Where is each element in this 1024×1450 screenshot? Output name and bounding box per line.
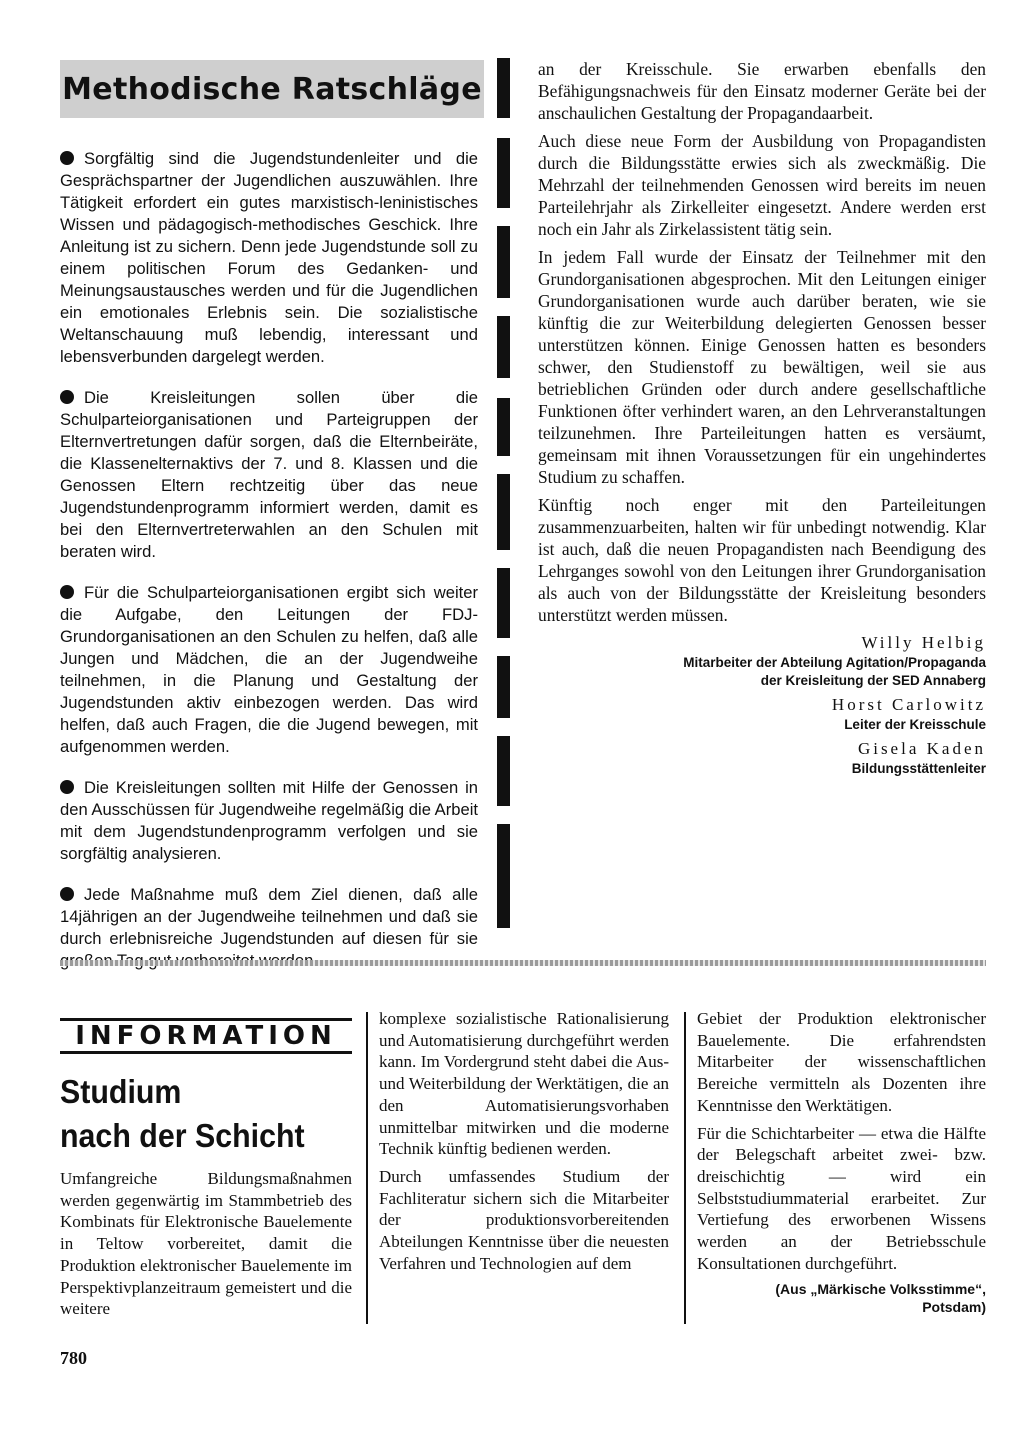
column-rule [366, 1012, 368, 1324]
divider-bar [497, 656, 510, 718]
divider-bar [497, 568, 510, 638]
section-title: Methodische Ratschläge [62, 71, 482, 107]
bullet-icon [60, 780, 74, 794]
divider-bar [497, 58, 510, 118]
article-title [60, 1070, 336, 1158]
signature-block [538, 632, 986, 778]
article-paragraph: an der Kreisschule. Sie erwarben ebenfalls den Befähigungsnachweis für den Einsatz moderner Geräte bei der anschaulichen Gestaltung der Propagandaarbeit. [538, 59, 986, 123]
article-paragraph: Auch diese neue Form der Ausbildung von Propagandisten durch die Bildungsstätte erwies sich als zweckmäßig. Die Mehrzahl der teilnehmenden Genossen wird bereits im neuen Parteilehrjahr als Zirkelleiter eingesetzt. Andere werden erst noch ein Jahr als Zirkelassistent tätig sein. [538, 131, 986, 239]
info-column-1 [60, 1168, 352, 1326]
divider-bar [497, 316, 510, 378]
author-name: Horst Carlowitz [831, 695, 986, 714]
source-note: (Aus „Märkische Volksstimme“, Potsdam) [775, 1281, 986, 1316]
info-paragraph: Durch umfassendes Studium der Fachliteratur sichern sich die Mitarbeiter der produktionsvorbereitenden Abteilungen Kenntnisse über die neuesten Verfahren und Technologien auf dem [379, 1166, 669, 1273]
divider-bar [497, 736, 510, 806]
methodische-paragraph: Die Kreisleitungen sollen über die Schulparteiorganisationen und Parteigruppen der Elternvertretungen dafür sorgen, daß die Elternbeiräte, die Klassenelternaktivs der 7. und 8. Klassen und die Genossen Eltern rechtzeitig über das neue Jugendstundenprogramm informiert werden, damit es bei den Elternvertreterwahlen an den Schulen mit beraten wird. [60, 388, 478, 561]
author-name: Willy Helbig [861, 633, 986, 652]
divider-bar [497, 138, 510, 208]
info-paragraph: komplexe sozialistische Rationalisierung und Automatisierung durchgeführt werden kann. Im Vordergrund steht dabei die Aus- und Weiterbildung der Werktätigen, die an den Automatisierungsvorhaben unmittelbar mitwirken und die moderne Technik künftig bedienen werden. [379, 1009, 669, 1159]
author-name: Gisela Kaden [857, 739, 986, 758]
author-role: Mitarbeiter der Abteilung Agitation/Propaganda [683, 655, 986, 670]
methodische-paragraph: Jede Maßnahme muß dem Ziel dienen, daß alle 14jährigen an der Jugendweihe teilnehmen und daß sie durch erlebnisreiche Jugendstunden auf diesen für sie [60, 885, 478, 948]
bullet-icon [60, 887, 74, 901]
info-column-2 [379, 1008, 669, 1280]
column-rule [684, 1012, 686, 1324]
author-role: Bildungsstättenleiter [851, 761, 986, 776]
bullet-icon [60, 585, 74, 599]
author-role: der Kreisleitung der SED Annaberg [760, 673, 986, 688]
methodische-paragraph: Sorgfältig sind die Jugendstundenleiter und die Gesprächspartner der Jugendlichen auszuwählen. Ihre Tätigkeit erfordert ein gutes marxistisch-leninistisches Wissen und pädagogisch-methodisches Geschick. Ihre Anleitung ist zu sichern. Denn jede Jugendstunde soll zu einem politischen Forum des Gedanken- und Meinungsaustausches werden und für die Jugendlichen ein emotionales Erlebnis sein. Die sozialistische Weltanschauung muß lebendig, interessant und lebensverbunden dargelegt werden. [60, 149, 478, 366]
section-header-box [60, 60, 484, 118]
information-label [60, 1018, 352, 1054]
divider-bar [497, 226, 510, 298]
author-role: Leiter der Kreisschule [844, 717, 986, 732]
info-paragraph: Für die Schichtarbeiter — etwa die Hälfte der Belegschaft arbeitet zwei- bzw. dreischichtig — wird ein Selbststudiummaterial erarbeitet. Zur Vertiefung des erworbenen Wissens werden an der Betriebsschule Konsultationen durchgeführt. [697, 1123, 986, 1273]
column-divider-bars [497, 58, 511, 928]
divider-bar [497, 474, 510, 550]
methodische-column [60, 148, 478, 991]
divider-bar [497, 398, 510, 456]
section-separator [60, 960, 986, 966]
bullet-icon [60, 151, 74, 165]
article-title-line: Studium [60, 1073, 182, 1110]
methodische-paragraph: Die Kreisleitungen sollten mit Hilfe der Genossen in den Ausschüssen für Jugendweihe regelmäßig die Arbeit mit dem Jugendstundenprogramm verfolgen und sie sorgfältig analysieren. [60, 778, 478, 863]
article-title-line: nach der Schicht [60, 1117, 305, 1154]
info-paragraph: Umfangreiche Bildungsmaßnahmen werden gegenwärtig im Stammbetrieb des Kombinats für Elektronische Bauelemente in Teltow vorbereitet, damit die Produktion elektronischer Bauelemente im Perspektivplanzeitraum gemeistert und die weitere [60, 1169, 352, 1319]
right-article-column [538, 58, 986, 778]
info-paragraph: Gebiet der Produktion elektronischer Bauelemente. Die erfahrendsten Mitarbeiter der wissenschaftlichen Bereiche vermitteln als Dozenten ihre Kenntnisse den Werktätigen. [697, 1009, 986, 1115]
article-paragraph: Künftig noch enger mit den Parteileitungen zusammenzuarbeiten, halten wir für unbedingt notwendig. Klar ist auch, daß die neuen Propagandisten nach Beendigung des Lehrganges sowohl von den Leitungen ihrer Grundorganisation als auch von der Bildungsstätte der Kreisleitung besonders unterstützt werden müssen. [538, 495, 986, 625]
article-paragraph: In jedem Fall wurde der Einsatz der Teilnehmer mit den Grundorganisationen abgesprochen. Mit den Leitungen einiger Grundorganisationen wurde auch darüber beraten, wie sie künftig die zur Weiterbildung delegierten Genossen besser unterstützen können. Einige Genossen hatten es besonders schwer, den Studienstoff zu bewältigen, weil sie aus betrieblichen Gründen oder durch andere gesellschaftliche Funktionen öfter verhindert waren, an den Lehrveranstaltungen teilzunehmen. Ihre Parteileitungen hatten es versäumt, gemeinsam mit ihnen Voraussetzungen für ein ungehindertes Studium zu schaffen. [538, 247, 986, 487]
methodische-paragraph: Für die Schulparteiorganisationen ergibt sich weiter die Aufgabe, den Leitungen der FDJ-Grundorganisationen an den Schulen zu helfen, daß alle Jungen und Mädchen, die an der Jugendweihe teilnehmen, in die Planung und Gestaltung der Jugendstunden aktiv einbezogen werden. Das wird helfen, daß auch Fragen, die die Jugend bewegen, mit aufgenommen werden. [60, 583, 478, 756]
divider-bar [497, 824, 510, 928]
information-label-text: INFORMATION [75, 1021, 337, 1051]
bullet-icon [60, 390, 74, 404]
page-number: 780 [60, 1348, 87, 1368]
info-column-3 [697, 1008, 986, 1316]
